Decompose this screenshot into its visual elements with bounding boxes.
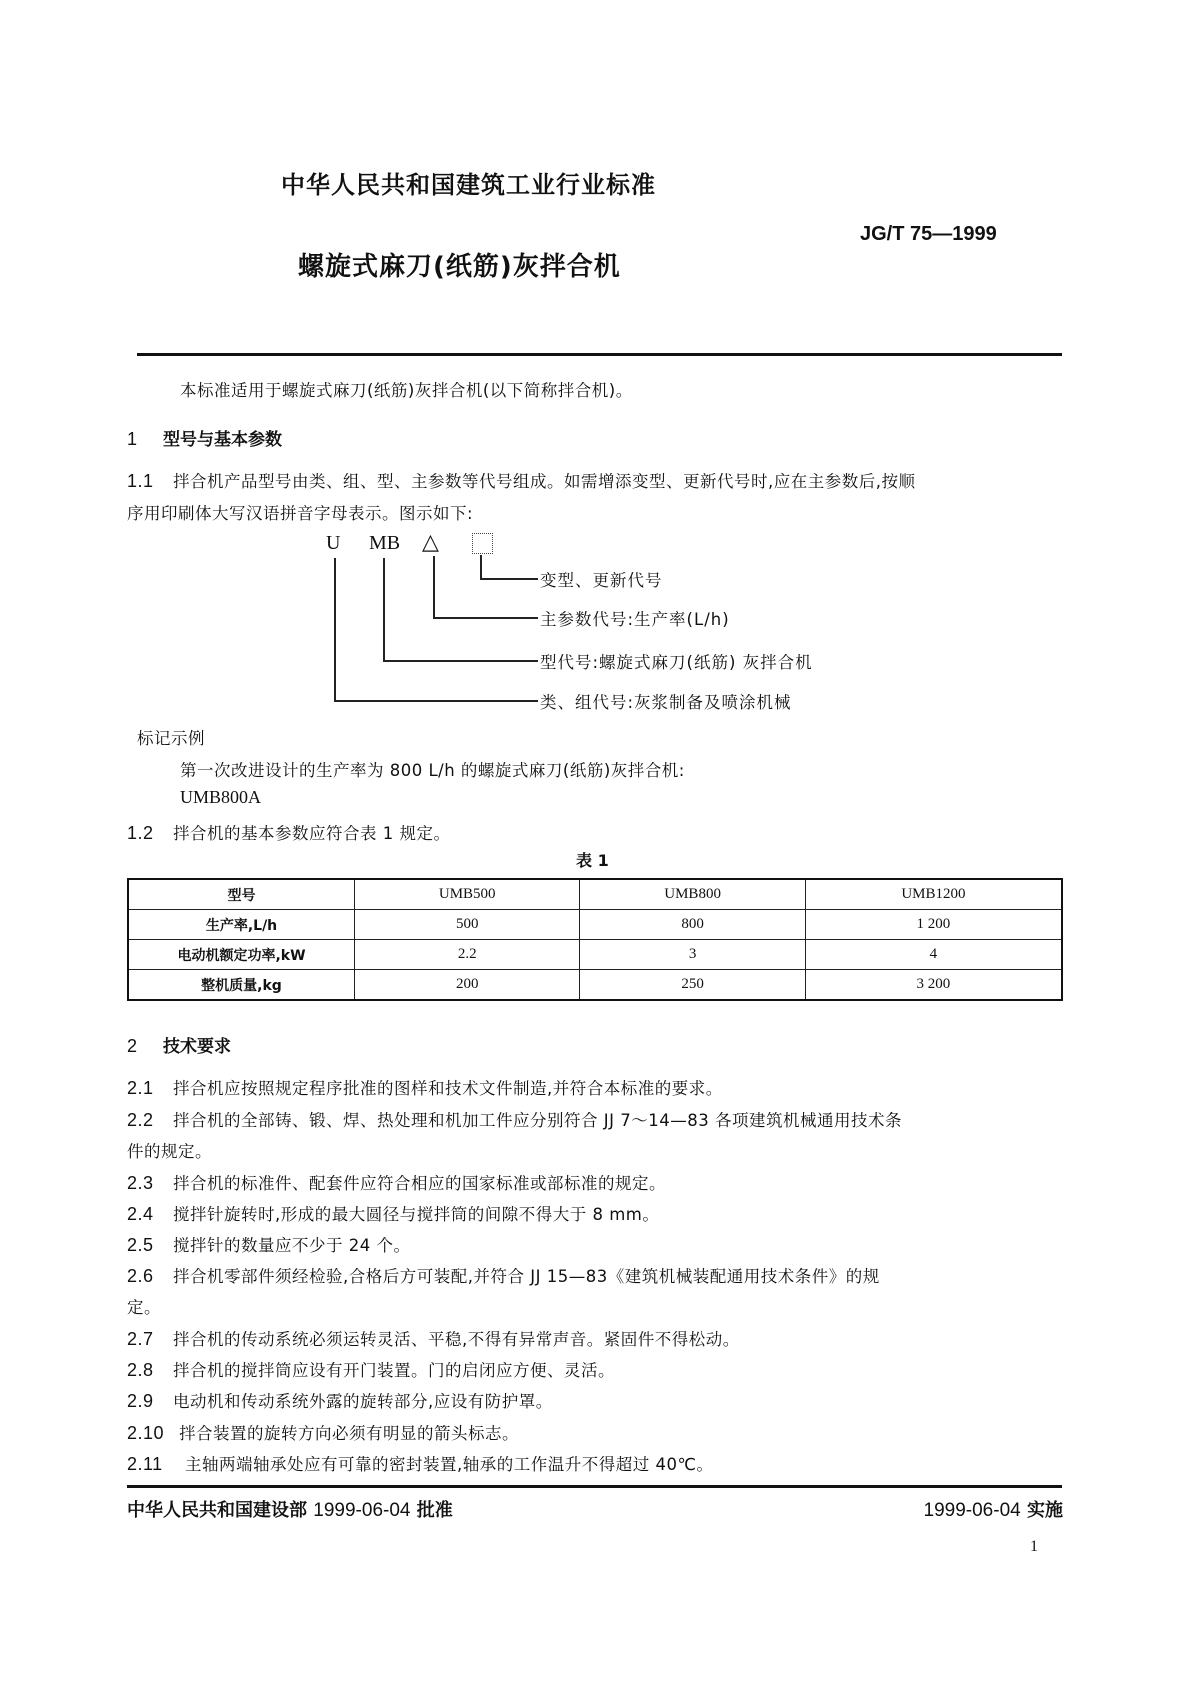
clause-text: 拌合机的标准件、配套件应符合相应的国家标准或部标准的规定。 — [173, 1174, 666, 1193]
table-header-cell: UMB1200 — [805, 879, 1062, 910]
table-cell: 500 — [355, 910, 580, 940]
diagram-label-variant: 变型、更新代号 — [540, 571, 663, 590]
box-branch-line — [480, 578, 538, 580]
approval-date: 1999-06-04 — [313, 1500, 411, 1521]
document-title: 螺旋式麻刀(纸筋)灰拌合机 — [298, 252, 621, 282]
mb-branch-line — [383, 660, 538, 662]
table-row — [128, 910, 1062, 940]
approval-line — [127, 1496, 453, 1522]
clause-text: 拌合装置的旋转方向必须有明显的箭头标志。 — [179, 1424, 519, 1443]
section-title: 型号与基本参数 — [163, 430, 282, 450]
implementation-label: 实施 — [1027, 1500, 1063, 1521]
clause-2-8 — [127, 1357, 615, 1381]
diagram-label-type: 型代号:螺旋式麻刀(纸筋) 灰拌合机 — [540, 653, 813, 672]
table-caption: 表 1 — [576, 851, 609, 870]
clause-text: 拌合机的全部铸、锻、焊、热处理和机加工件应分别符合 JJ 7～14—83 各项建筑机械通用技术条 — [173, 1111, 902, 1130]
approval-label: 批准 — [416, 1500, 453, 1521]
clause-number: 2.6 — [127, 1266, 154, 1286]
clause-2-7 — [127, 1326, 740, 1350]
symbol-mb: MB — [369, 532, 401, 554]
table-header-cell: UMB500 — [355, 879, 580, 910]
table-cell: 1 200 — [805, 910, 1062, 940]
clause-2-6 — [127, 1263, 880, 1287]
symbol-u: U — [326, 532, 341, 554]
clause-2-2-continuation: 件的规定。 — [127, 1142, 212, 1161]
section-2-heading — [127, 1032, 231, 1057]
table-cell: 200 — [355, 970, 580, 1001]
table-header-cell: UMB800 — [580, 879, 805, 910]
clause-number: 2.11 — [127, 1454, 163, 1474]
clause-number: 2.4 — [127, 1204, 154, 1224]
table-cell: 4 — [805, 940, 1062, 970]
implementation-line — [924, 1496, 1063, 1522]
clause-text: 拌合机的搅拌筒应设有开门装置。门的启闭应方便、灵活。 — [173, 1361, 615, 1380]
table-cell: 800 — [580, 910, 805, 940]
clause-2-6-continuation: 定。 — [127, 1298, 161, 1317]
clause-number: 2.3 — [127, 1173, 154, 1193]
triangle-connector — [433, 556, 435, 618]
section-title: 技术要求 — [163, 1037, 231, 1057]
table-row-label: 整机质量,kg — [128, 970, 355, 1001]
table-row — [128, 940, 1062, 970]
triangle-branch-line — [433, 617, 538, 619]
issuing-body-heading: 中华人民共和国建筑工业行业标准 — [281, 171, 656, 199]
clause-text: 电动机和传动系统外露的旋转部分,应设有防护罩。 — [173, 1392, 553, 1411]
clause-text: 主轴两端轴承处应有可靠的密封装置,轴承的工作温升不得超过 40℃。 — [185, 1455, 714, 1474]
u-branch-line — [334, 700, 538, 702]
diagram-label-class: 类、组代号:灰浆制备及喷涂机械 — [540, 693, 792, 712]
standard-code: JG/T 75—1999 — [860, 223, 997, 245]
clause-2-4 — [127, 1201, 659, 1225]
clause-text: 拌合机零部件须经检验,合格后方可装配,并符合 JJ 15—83《建筑机械装配通用技术条件》的规 — [173, 1267, 880, 1286]
table-header-cell: 型号 — [128, 879, 355, 910]
implementation-date: 1999-06-04 — [923, 1500, 1021, 1521]
table-header-row — [128, 879, 1062, 910]
section-number: 1 — [127, 429, 138, 449]
table-cell: 3 200 — [805, 970, 1062, 1001]
clause-number: 2.1 — [127, 1078, 154, 1098]
clause-number: 2.10 — [127, 1423, 165, 1443]
table-cell: 3 — [580, 940, 805, 970]
clause-number: 2.7 — [127, 1329, 154, 1349]
scope-paragraph: 本标准适用于螺旋式麻刀(纸筋)灰拌合机(以下简称拌合机)。 — [180, 381, 633, 400]
page-number: 1 — [1030, 1538, 1038, 1555]
clause-text: 拌合机应按照规定程序批准的图样和技术文件制造,并符合本标准的要求。 — [173, 1079, 723, 1098]
mb-connector — [383, 558, 385, 661]
clause-2-2 — [127, 1107, 902, 1131]
example-text: 第一次改进设计的生产率为 800 L/h 的螺旋式麻刀(纸筋)灰拌合机: — [180, 761, 685, 780]
clause-text: 搅拌针旋转时,形成的最大圆径与搅拌筒的间隙不得大于 8 mm。 — [173, 1205, 660, 1224]
clause-text: 拌合机产品型号由类、组、型、主参数等代号组成。如需增添变型、更新代号时,应在主参数后,按顺 — [173, 472, 916, 491]
parameters-table — [127, 878, 1063, 1001]
header-rule — [137, 353, 1062, 356]
clause-number: 1.2 — [127, 823, 154, 843]
clause-number: 2.5 — [127, 1235, 154, 1255]
example-code: UMB800A — [180, 787, 262, 807]
clause-2-3 — [127, 1170, 666, 1194]
clause-2-11 — [127, 1451, 714, 1475]
dotted-box-icon — [472, 533, 493, 554]
table-cell: 250 — [580, 970, 805, 1001]
u-connector — [334, 558, 336, 701]
clause-text: 搅拌针的数量应不少于 24 个。 — [173, 1236, 411, 1255]
diagram-label-main-param: 主参数代号:生产率(L/h) — [540, 610, 730, 629]
clause-2-9 — [127, 1388, 553, 1412]
table-row — [128, 970, 1062, 1001]
table-row-label: 电动机额定功率,kW — [128, 940, 355, 970]
clause-number: 1.1 — [127, 471, 154, 491]
approval-org: 中华人民共和国建设部 — [127, 1500, 307, 1521]
clause-2-5 — [127, 1232, 411, 1256]
footer-rule — [127, 1485, 1062, 1488]
table-cell: 2.2 — [355, 940, 580, 970]
table-row-label: 生产率,L/h — [128, 910, 355, 940]
example-heading: 标记示例 — [137, 729, 205, 748]
clause-number: 2.9 — [127, 1391, 154, 1411]
clause-text: 拌合机的传动系统必须运转灵活、平稳,不得有异常声音。紧固件不得松动。 — [173, 1330, 740, 1349]
section-number: 2 — [127, 1036, 138, 1056]
clause-text: 拌合机的基本参数应符合表 1 规定。 — [173, 824, 451, 843]
clause-number: 2.8 — [127, 1360, 154, 1380]
triangle-icon: △ — [422, 530, 439, 555]
clause-number: 2.2 — [127, 1110, 154, 1130]
clause-2-1 — [127, 1075, 723, 1099]
clause-1-2 — [127, 820, 451, 844]
box-connector — [480, 555, 482, 579]
clause-1-1 — [127, 468, 916, 492]
section-1-heading — [127, 425, 282, 450]
clause-2-10 — [127, 1420, 519, 1444]
clause-1-1-continuation: 序用印刷体大写汉语拼音字母表示。图示如下: — [127, 504, 474, 523]
